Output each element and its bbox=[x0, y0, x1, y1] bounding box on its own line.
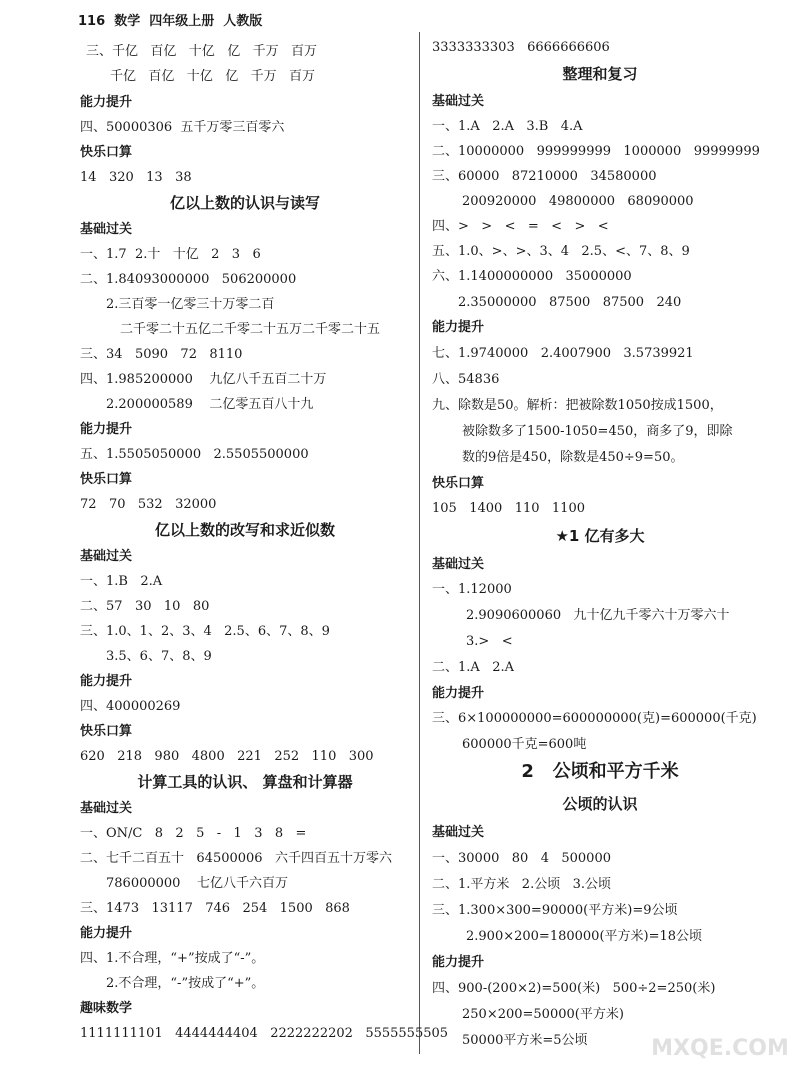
watermark-text: MXQE.COM bbox=[651, 1036, 789, 1061]
right-section-title: 整理和复习 bbox=[562, 65, 638, 83]
left-section-title: 计算工具的认识、 算盘和计算器 bbox=[137, 773, 353, 791]
right-chapter-title: 2 公顷和平方千米 bbox=[521, 761, 679, 782]
right-section-label: 能力提升 bbox=[432, 686, 485, 701]
right-answer-line: 四、900-(200×2)=500(米) 500÷2=250(米) bbox=[432, 981, 716, 996]
left-section-label: 能力提升 bbox=[80, 95, 133, 110]
right-answer-line: 八、54836 bbox=[432, 372, 500, 387]
column-divider bbox=[419, 32, 420, 1054]
right-answer-line: 六、1.1400000000 35000000 bbox=[432, 269, 632, 284]
left-answer-line: 786000000 七亿八千六百万 bbox=[106, 876, 288, 891]
right-answer-line: 三、1.300×300=90000(平方米)=9公顷 bbox=[432, 903, 678, 918]
right-answer-line: 被除数多了1500-1050=450，商多了9，即除 bbox=[462, 424, 733, 439]
right-section-label: 能力提升 bbox=[432, 320, 485, 335]
left-section-label: 快乐口算 bbox=[80, 145, 133, 160]
right-answer-line: 五、1.0、>、>、3、4 2.5、<、7、8、9 bbox=[432, 244, 690, 259]
left-section-label: 基础过关 bbox=[80, 801, 133, 816]
right-section-title: 公顷的认识 bbox=[562, 795, 638, 813]
right-answer-line: 2.9090600060 九十亿九千零六十万零六十 bbox=[466, 608, 730, 623]
right-answer-line: 二、10000000 999999999 1000000 99999999 bbox=[432, 144, 760, 159]
left-answer-line: 五、1.5505050000 2.5505500000 bbox=[80, 447, 309, 462]
right-answer-line: 二、1.平方米 2.公顷 3.公顷 bbox=[432, 877, 612, 892]
right-answer-line: 600000千克=600吨 bbox=[462, 737, 587, 752]
left-answer-line: 三、34 5090 72 8110 bbox=[80, 347, 243, 362]
left-answer-line: 2.不合理，“-”按成了“+”。 bbox=[106, 976, 265, 991]
left-answer-line: 四、1.985200000 九亿八千五百二十万 bbox=[80, 372, 327, 387]
left-answer-line: 一、ON/C 8 2 5 - 1 3 8 = bbox=[80, 826, 307, 841]
right-answer-line: 二、1.A 2.A bbox=[432, 660, 514, 675]
left-section-label: 能力提升 bbox=[80, 926, 133, 941]
right-answer-line: 三、60000 87210000 34580000 bbox=[432, 169, 657, 184]
left-answer-line: 620 218 980 4800 221 252 110 300 bbox=[80, 749, 374, 764]
page-header: 116 数学 四年级上册 人教版 bbox=[78, 14, 263, 29]
right-answer-line: 七、1.9740000 2.4007900 3.5739921 bbox=[432, 346, 694, 361]
left-section-label: 基础过关 bbox=[80, 549, 133, 564]
left-section-label: 能力提升 bbox=[80, 422, 133, 437]
left-answer-line: 四、1.不合理，“+”按成了“-”。 bbox=[80, 951, 265, 966]
left-answer-line: 三、1473 13117 746 254 1500 868 bbox=[80, 901, 350, 916]
left-answer-line: 三、千亿 百亿 十亿 亿 千万 百万 bbox=[86, 44, 317, 59]
right-section-label: 能力提升 bbox=[432, 955, 485, 970]
left-answer-line: 3.5、6、7、8、9 bbox=[106, 649, 212, 664]
left-answer-line: 一、1.7 2.十 十亿 2 3 6 bbox=[80, 247, 261, 262]
right-section-label: 基础过关 bbox=[432, 825, 485, 840]
left-answer-line: 2.三百零一亿零三十万零二百 bbox=[106, 297, 275, 312]
right-answer-line: 50000平方米=5公顷 bbox=[462, 1033, 588, 1048]
right-answer-line: 四、> > < = < > < bbox=[432, 219, 609, 234]
right-answer-line: 2.35000000 87500 87500 240 bbox=[458, 295, 682, 310]
right-answer-line: 3.> < bbox=[466, 634, 513, 649]
left-answer-line: 二千零二十五亿二千零二十五万二千零二十五 bbox=[120, 322, 381, 337]
left-section-label: 基础过关 bbox=[80, 222, 133, 237]
right-answer-line: 九、除数是50。解析：把被除数1050按成1500， bbox=[432, 398, 723, 413]
right-section-label: 基础过关 bbox=[432, 557, 485, 572]
left-section-title: 亿以上数的改写和求近似数 bbox=[154, 521, 335, 539]
right-answer-line: 105 1400 110 1100 bbox=[432, 501, 585, 516]
left-answer-line: 一、1.B 2.A bbox=[80, 574, 163, 589]
left-answer-line: 72 70 532 32000 bbox=[80, 497, 217, 512]
right-answer-line: 一、1.12000 bbox=[432, 582, 512, 597]
left-answer-line: 二、57 30 10 80 bbox=[80, 599, 210, 614]
right-section-label: 基础过关 bbox=[432, 94, 485, 109]
left-answer-line: 四、400000269 bbox=[80, 699, 181, 714]
right-section-title: ★1 亿有多大 bbox=[555, 527, 645, 545]
left-answer-line: 二、七千二百五十 64500006 六千四百五十万零六 bbox=[80, 851, 392, 866]
left-section-label: 能力提升 bbox=[80, 674, 133, 689]
right-answer-line: 200920000 49800000 68090000 bbox=[462, 194, 694, 209]
left-answer-line: 三、1.0、1、2、3、4 2.5、6、7、8、9 bbox=[80, 624, 330, 639]
left-answer-line: 14 320 13 38 bbox=[80, 170, 192, 185]
left-section-label: 快乐口算 bbox=[80, 472, 133, 487]
right-answer-line: 3333333303 6666666606 bbox=[432, 40, 610, 55]
left-answer-line: 2.200000589 二亿零五百八十九 bbox=[106, 397, 314, 412]
right-answer-line: 一、1.A 2.A 3.B 4.A bbox=[432, 119, 583, 134]
left-answer-line: 二、1.84093000000 506200000 bbox=[80, 272, 297, 287]
left-answer-line: 四、50000306 五千万零三百零六 bbox=[80, 120, 285, 135]
right-answer-line: 250×200=50000(平方米) bbox=[462, 1007, 624, 1022]
left-answer-line: 1111111101 4444444404 2222222202 5555555505 bbox=[80, 1026, 449, 1041]
right-section-label: 快乐口算 bbox=[432, 476, 485, 491]
right-answer-line: 一、30000 80 4 500000 bbox=[432, 851, 611, 866]
left-section-label: 趣味数学 bbox=[80, 1001, 133, 1016]
right-answer-line: 数的9倍是450，除数是450÷9=50。 bbox=[462, 450, 684, 465]
watermark-logo bbox=[650, 1000, 790, 1070]
left-answer-line: 千亿 百亿 十亿 亿 千万 百万 bbox=[110, 69, 315, 84]
right-answer-line: 三、6×100000000=600000000(克)=600000(千克) bbox=[432, 711, 757, 726]
left-section-label: 快乐口算 bbox=[80, 724, 133, 739]
left-section-title: 亿以上数的认识与读写 bbox=[169, 194, 320, 212]
right-answer-line: 2.900×200=180000(平方米)=18公顷 bbox=[466, 929, 703, 944]
